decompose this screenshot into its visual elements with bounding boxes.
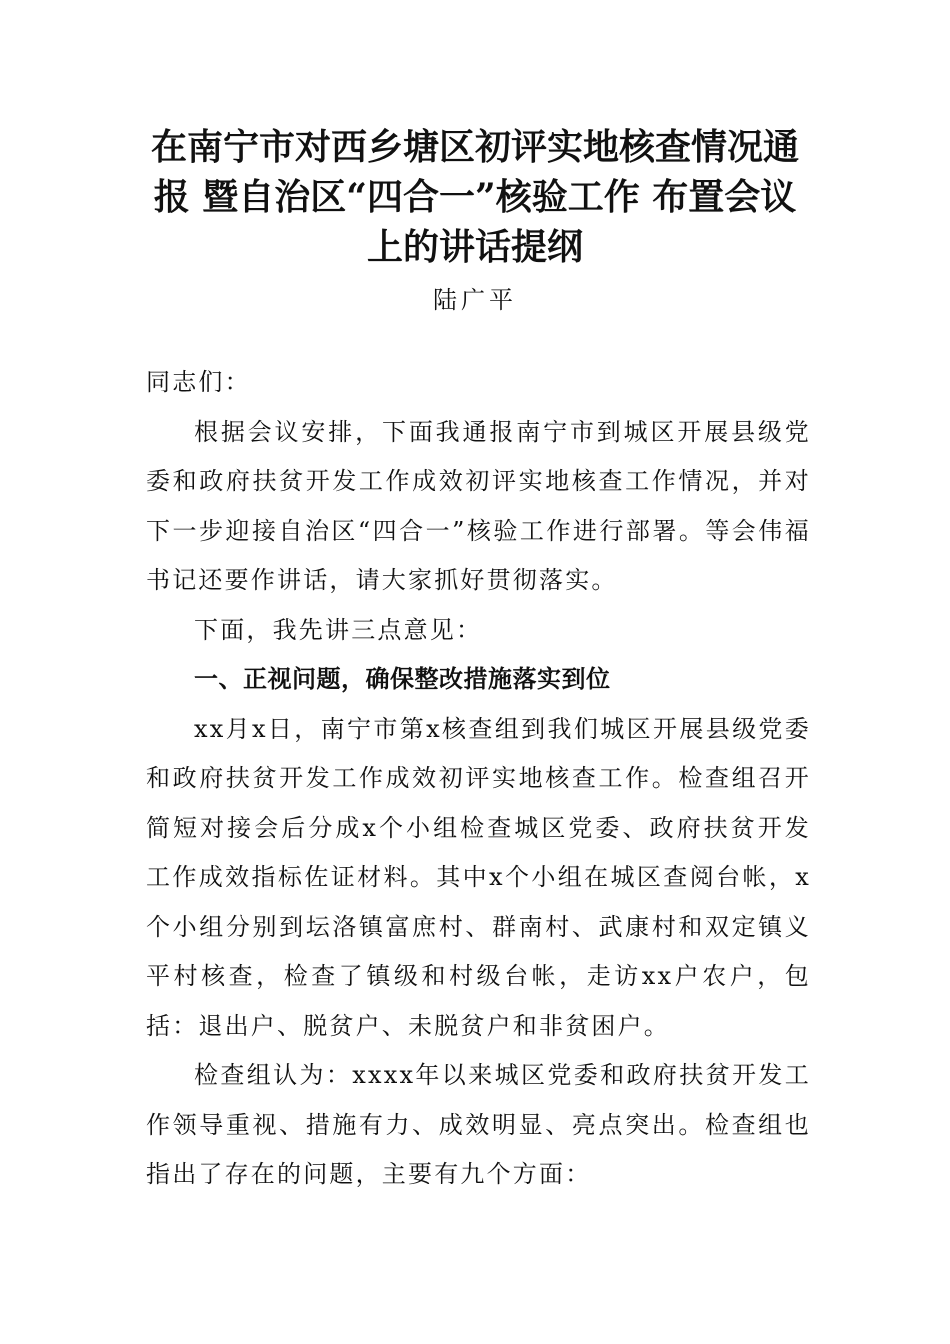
paragraph-intro: 根据会议安排，下面我通报南宁市到城区开展县级党委和政府扶贫开发工作成效初评实地核查工作情况，并对下一步迎接自治区“四合一”核验工作进行部署。等会伟福书记还要作讲话，请大家抓好贯彻落实。 xyxy=(146,417,811,594)
title-line-2: 报 暨自治区“四合一”核验工作 布置会议 xyxy=(153,176,797,218)
paragraph-outline: 下面，我先讲三点意见： xyxy=(194,615,483,644)
title-line-1: 在南宁市对西乡塘区初评实地核查情况通 xyxy=(150,126,799,168)
section-heading-1: 一、正视问题，确保整改措施落实到位 xyxy=(194,665,611,693)
author-name: 陆广平 xyxy=(433,286,517,314)
paragraph-inspection: xx月x日，南宁市第x核查组到我们城区开展县级党委和政府扶贫开发工作成效初评实地核查工作。检查组召开简短对接会后分成x个小组检查城区党委、政府扶贫开发工作成效指标佐证材料。其中x个小组在城区查阅台帐，x个小组分别到坛洛镇富庶村、群南村、武康村和双定镇义平村核查，检查了镇级和村级台帐，走访xx户农户，包括：退出户、脱贫户、未脱贫户和非贫困户。 xyxy=(146,714,811,1040)
salutation: 同志们： xyxy=(146,368,251,396)
paragraph-findings: 检查组认为：xxxx年以来城区党委和政府扶贫开发工作领导重视、措施有力、成效明显、亮点突出。检查组也指出了存在的问题，主要有九个方面： xyxy=(146,1061,811,1188)
document-body xyxy=(146,358,811,1200)
title-line-3: 上的讲话提纲 xyxy=(366,226,583,268)
document-title xyxy=(140,122,810,272)
